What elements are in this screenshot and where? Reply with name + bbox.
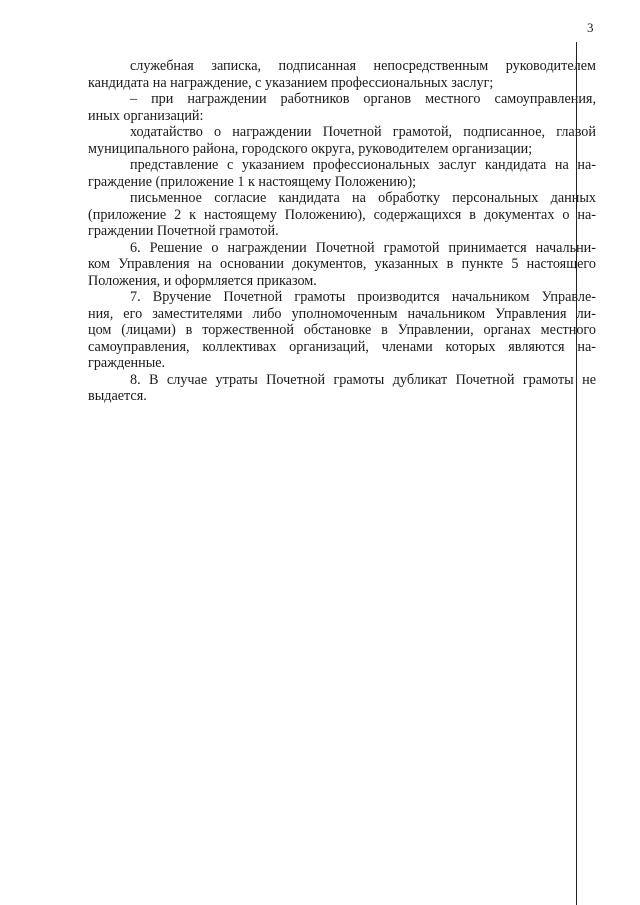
text-line: иных организаций:: [88, 107, 204, 124]
text-line: граждении Почетной грамотой.: [88, 223, 279, 239]
text-line: ходатайство о награждении Почетной грамотой, подписанное, главой: [130, 124, 596, 140]
page-number: 3: [587, 20, 594, 35]
text-line: самоуправления, коллективах организаций, членами которых являются на-: [88, 338, 596, 355]
text-line: представление с указанием профессиональных заслуг кандидата на на-: [130, 157, 596, 173]
text-line: кандидата на награждение, с указанием профессиональных заслуг;: [88, 74, 494, 91]
document-body: [88, 58, 596, 405]
text-line: 8. В случае утраты Почетной грамоты дубликат Почетной грамоты не: [130, 371, 596, 388]
text-line: гражденные.: [88, 355, 166, 371]
text-line: цом (лицами) в торжественной обстановке в Управлении, органах местного: [88, 322, 596, 338]
text-line: письменное согласие кандидата на обработку персональных данных: [130, 190, 596, 206]
text-line: служебная записка, подписанная непосредственным руководителем: [130, 58, 596, 74]
text-line: ком Управления на основании документов, указанных в пункте 5 настоящего: [88, 256, 596, 272]
text-line: Положения, и оформляется приказом.: [88, 272, 317, 289]
text-line: граждение (приложение 1 к настоящему Положению);: [88, 173, 417, 190]
text-line: муниципального района, городского округа, руководителем организации;: [88, 140, 533, 157]
text-line: 6. Решение о награждении Почетной грамотой принимается начальни-: [130, 239, 596, 256]
text-line: выдается.: [88, 388, 147, 404]
text-line: – при награждении работников органов местного самоуправления,: [130, 91, 596, 107]
text-line: 7. Вручение Почетной грамоты производится начальником Управле-: [130, 289, 596, 305]
text-line: ния, его заместителями либо уполномоченным начальником Управления ли-: [88, 305, 596, 322]
text-line: (приложение 2 к настоящему Положению), содержащихся в документах о на-: [88, 206, 596, 223]
